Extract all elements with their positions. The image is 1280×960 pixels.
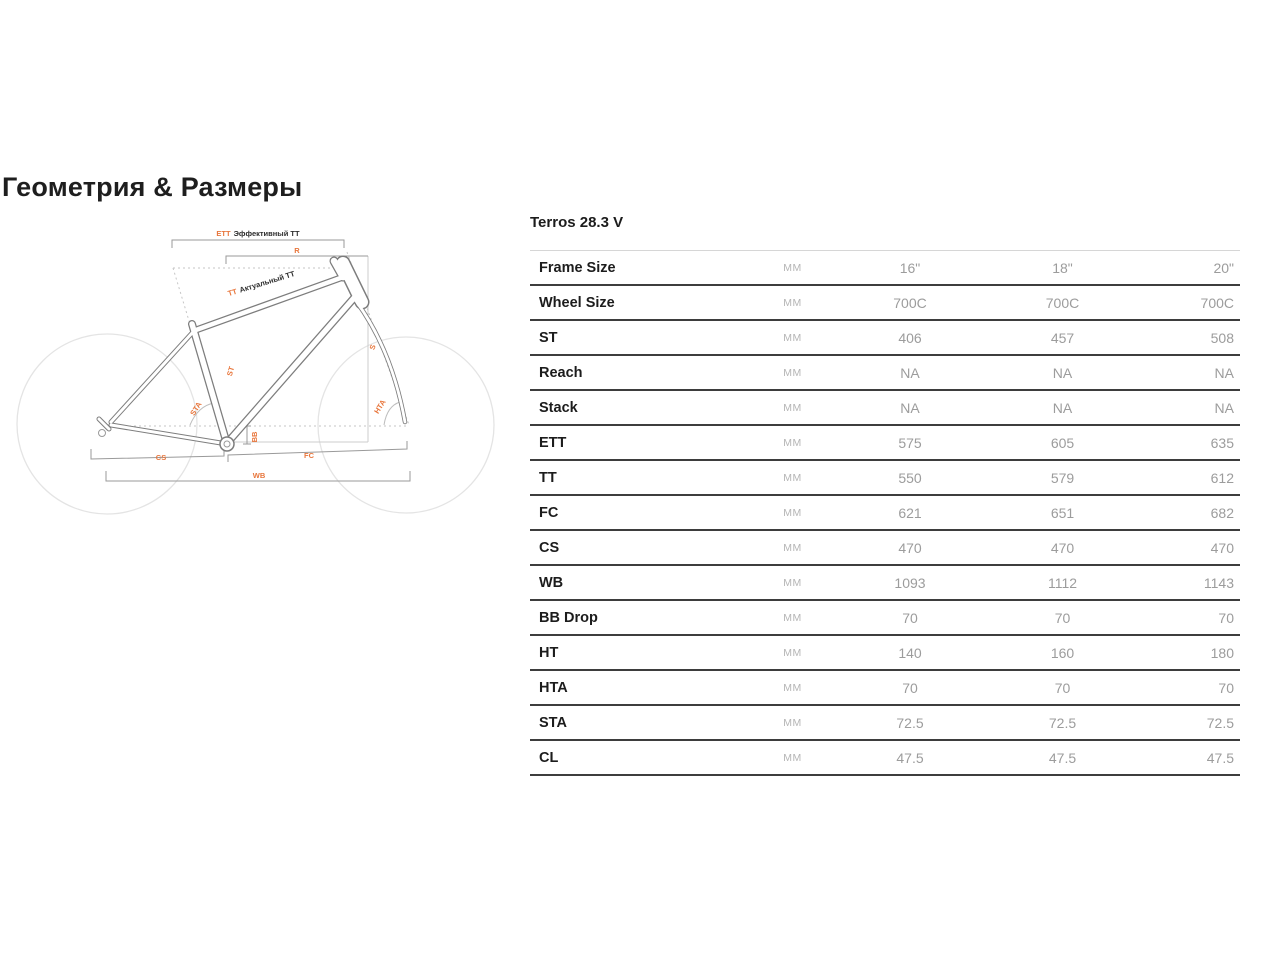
row-value-18: 605 bbox=[1050, 434, 1075, 451]
table-row bbox=[530, 531, 1240, 566]
table-row bbox=[530, 426, 1240, 461]
table-row bbox=[530, 636, 1240, 671]
row-value-16: 700C bbox=[893, 294, 927, 311]
cs-label: CS bbox=[155, 453, 167, 462]
table-row bbox=[530, 601, 1240, 636]
table-row bbox=[530, 566, 1240, 601]
row-label: Reach bbox=[539, 364, 583, 381]
fc-label: FC bbox=[304, 451, 314, 460]
row-value-20: 47.5 bbox=[1206, 749, 1234, 766]
row-value-20: 70 bbox=[1218, 679, 1234, 696]
row-value-20: 635 bbox=[1210, 434, 1234, 451]
row-value-16: 470 bbox=[898, 539, 922, 556]
ett-label: ETT Эффективный TT bbox=[216, 229, 300, 238]
wheels bbox=[17, 334, 494, 514]
row-unit: ММ bbox=[783, 261, 802, 274]
row-unit: ММ bbox=[783, 366, 802, 379]
rear-dropout bbox=[99, 430, 106, 437]
row-label: HTA bbox=[539, 679, 568, 696]
row-label: CL bbox=[539, 749, 559, 766]
row-value-20: NA bbox=[1214, 399, 1234, 416]
row-label: HT bbox=[539, 644, 559, 661]
row-value-16: 70 bbox=[902, 609, 918, 626]
row-value-16: 72.5 bbox=[896, 714, 924, 731]
row-label: Frame Size bbox=[539, 259, 616, 276]
wb-label: WB bbox=[252, 471, 266, 480]
row-label: ETT bbox=[539, 434, 567, 451]
row-unit: ММ bbox=[783, 331, 802, 344]
bb-label: BB bbox=[250, 431, 259, 443]
row-value-16: 575 bbox=[898, 434, 922, 451]
row-value-16: 1093 bbox=[894, 574, 926, 591]
row-value-16: 550 bbox=[898, 469, 922, 486]
row-value-18: 651 bbox=[1050, 504, 1075, 521]
hta-label: HTA bbox=[372, 397, 388, 416]
row-unit: ММ bbox=[783, 471, 802, 484]
table-row bbox=[530, 321, 1240, 356]
row-value-16: 140 bbox=[898, 644, 922, 661]
tt-label: TTАктуальный TT bbox=[226, 269, 296, 299]
geometry-table bbox=[530, 250, 1240, 776]
row-value-18: 160 bbox=[1050, 644, 1075, 661]
row-value-20: 682 bbox=[1210, 504, 1234, 521]
row-value-18: 457 bbox=[1050, 329, 1075, 346]
dimension-lines bbox=[91, 240, 410, 481]
table-row bbox=[530, 356, 1240, 391]
row-value-18: 470 bbox=[1050, 539, 1075, 556]
row-unit: ММ bbox=[783, 401, 802, 414]
row-value-16: NA bbox=[900, 364, 920, 381]
ett-bracket bbox=[172, 240, 344, 248]
row-value-18: 70 bbox=[1054, 679, 1071, 696]
row-value-18: NA bbox=[1052, 399, 1073, 416]
row-label: ST bbox=[539, 329, 558, 346]
row-unit: ММ bbox=[783, 296, 802, 309]
row-value-20: 470 bbox=[1210, 539, 1234, 556]
row-unit: ММ bbox=[783, 716, 802, 729]
bike-geometry-diagram bbox=[0, 208, 500, 530]
fc-bracket bbox=[228, 441, 407, 462]
row-unit: ММ bbox=[783, 506, 802, 519]
row-value-20: 20" bbox=[1213, 259, 1234, 276]
model-name: Terros 28.3 V bbox=[530, 214, 624, 231]
bottom-bracket bbox=[220, 437, 234, 451]
row-unit: ММ bbox=[783, 436, 802, 449]
row-unit: ММ bbox=[783, 751, 802, 764]
row-label: Stack bbox=[539, 399, 578, 416]
row-unit: ММ bbox=[783, 541, 802, 554]
row-value-18: 47.5 bbox=[1048, 749, 1077, 766]
row-value-20: 700C bbox=[1200, 294, 1234, 311]
row-value-20: 72.5 bbox=[1206, 714, 1234, 731]
geometry-table-section bbox=[530, 213, 1240, 776]
table-row bbox=[530, 706, 1240, 741]
table-row bbox=[530, 391, 1240, 426]
row-value-16: 70 bbox=[902, 679, 918, 696]
row-value-16: 406 bbox=[898, 329, 922, 346]
st-label: ST bbox=[224, 365, 237, 378]
hta-arc bbox=[384, 402, 400, 425]
row-label: Wheel Size bbox=[539, 294, 615, 311]
table-row bbox=[530, 461, 1240, 496]
row-value-18: 70 bbox=[1054, 609, 1071, 626]
row-value-16: 47.5 bbox=[896, 749, 924, 766]
row-value-18: 1112 bbox=[1047, 574, 1078, 591]
row-label: FC bbox=[539, 504, 559, 521]
row-value-20: 508 bbox=[1210, 329, 1234, 346]
row-label: WB bbox=[539, 574, 564, 591]
stack-label: S bbox=[367, 343, 378, 352]
row-value-20: 1143 bbox=[1203, 574, 1234, 591]
row-value-18: 72.5 bbox=[1048, 714, 1077, 731]
row-value-20: 180 bbox=[1210, 644, 1234, 661]
row-value-20: 612 bbox=[1210, 469, 1234, 486]
row-value-16: NA bbox=[900, 399, 920, 416]
table-row bbox=[530, 671, 1240, 706]
row-value-18: 579 bbox=[1050, 469, 1075, 486]
sta-label: STA bbox=[188, 400, 204, 418]
row-unit: ММ bbox=[783, 646, 802, 659]
row-label: CS bbox=[539, 539, 560, 556]
table-row bbox=[530, 741, 1240, 776]
page-title: Геометрия & Размеры bbox=[2, 172, 303, 202]
row-value-16: 16" bbox=[899, 259, 921, 276]
reach-label: R bbox=[294, 246, 300, 255]
row-value-16: 621 bbox=[898, 504, 922, 521]
table-row bbox=[530, 496, 1240, 531]
row-unit: ММ bbox=[783, 611, 802, 624]
table-row bbox=[530, 251, 1240, 286]
row-value-18: NA bbox=[1052, 364, 1073, 381]
front-wheel bbox=[318, 337, 494, 513]
row-unit: ММ bbox=[783, 681, 802, 694]
row-value-20: 70 bbox=[1218, 609, 1234, 626]
row-label: BB Drop bbox=[539, 609, 598, 626]
table-row bbox=[530, 286, 1240, 321]
row-unit: ММ bbox=[783, 576, 802, 589]
row-label: TT bbox=[539, 469, 557, 486]
row-label: STA bbox=[539, 714, 567, 731]
row-value-18: 18" bbox=[1052, 259, 1073, 276]
row-value-20: NA bbox=[1214, 364, 1234, 381]
row-value-18: 700C bbox=[1045, 294, 1080, 311]
